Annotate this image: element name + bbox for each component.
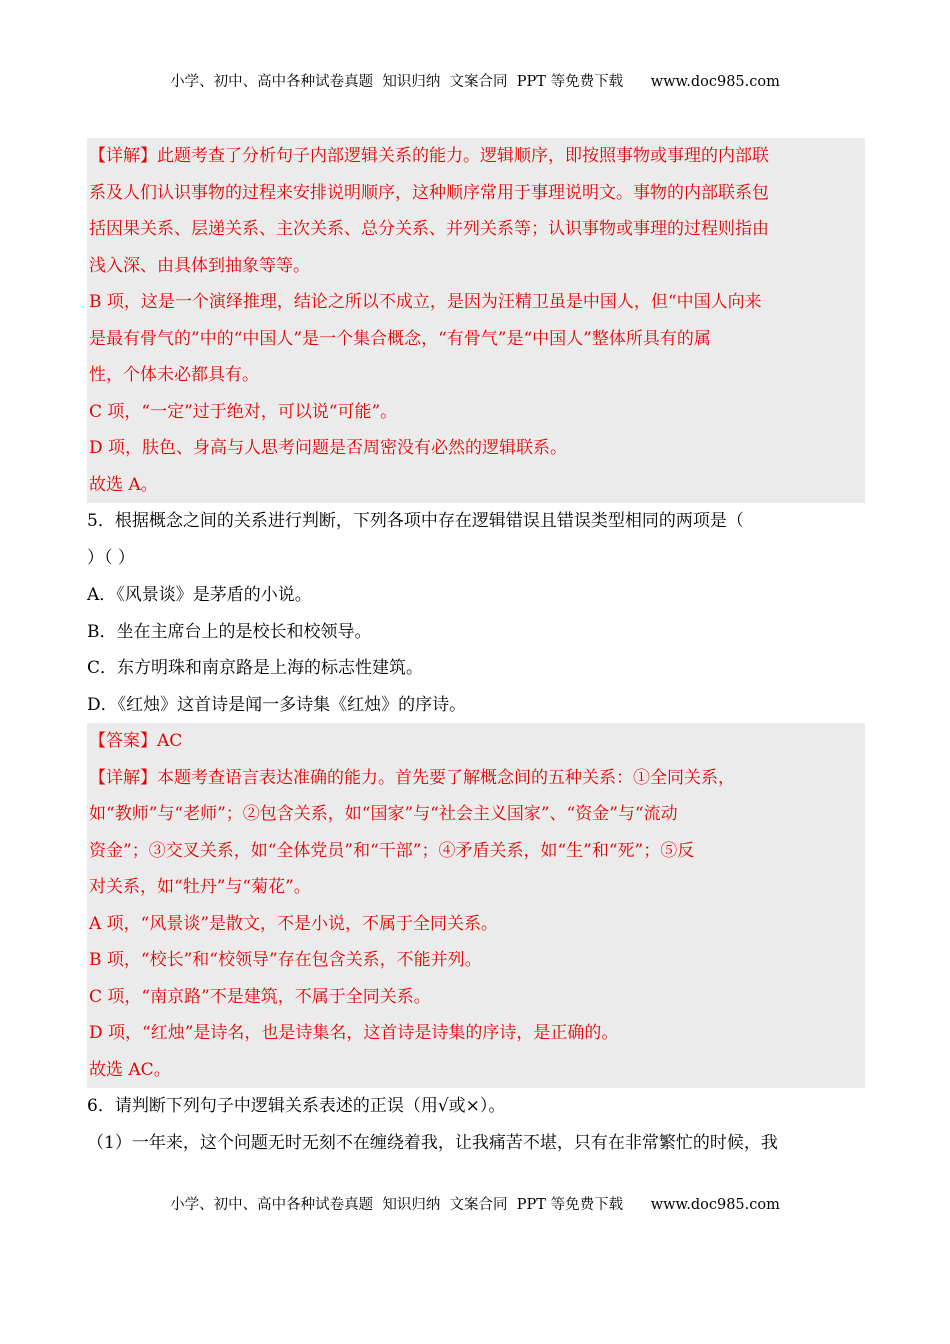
explanation-block-q4 — [87, 138, 865, 503]
explanation-line: C 项，“一定”过于绝对，可以说“可能”。 — [89, 401, 398, 422]
explanation-line: B 项，这是一个演绎推理，结论之所以不成立，是因为汪精卫虽是中国人，但“中国人向来 — [89, 292, 762, 312]
explanation-line: 浅入深、由具体到抽象等等。 — [89, 255, 310, 276]
option-b: B．坐在主席台上的是校长和校领导。 — [87, 621, 372, 642]
explanation-line: 如“教师”与“老师”；②包含关系，如“国家”与“社会主义国家”、“资金”与“流动 — [89, 804, 678, 824]
explanation-line: 性，个体未必都具有。 — [89, 365, 259, 385]
explanation-line: 故选 A。 — [89, 474, 158, 495]
question-6-stem: 6．请判断下列句子中逻辑关系表述的正误（用√或×）。 — [87, 1096, 506, 1116]
answer-block-q5 — [87, 723, 865, 1088]
explanation-line: B 项，“校长”和“校领导”存在包含关系，不能并列。 — [89, 950, 482, 970]
explanation-line: 【详解】此题考查了分析句子内部逻辑关系的能力。逻辑顺序，即按照事物或事理的内部联 — [89, 146, 769, 166]
explanation-line: D 项，“红烛”是诗名，也是诗集名，这首诗是诗集的序诗，是正确的。 — [89, 1023, 619, 1043]
explanation-line: 资金”；③交叉关系，如“全体党员”和“干部”；④矛盾关系，如“生”和“死”；⑤反 — [89, 840, 695, 861]
explanation-line: A 项，“风景谈”是散文，不是小说，不属于全同关系。 — [89, 913, 499, 934]
question-6-item-1: （1）一年来，这个问题无时无刻不在缠绕着我，让我痛苦不堪，只有在非常繁忙的时候，我 — [87, 1133, 778, 1153]
question-5-stem-cont: ）（ ） — [87, 548, 135, 568]
explanation-line: 【详解】本题考查语言表达准确的能力。首先要了解概念间的五种关系：①全同关系， — [89, 767, 735, 788]
page-content — [87, 138, 865, 1162]
explanation-line: 是最有骨气的”中的“中国人”是一个集合概念，“有骨气”是“中国人”整体所具有的属 — [89, 328, 711, 349]
option-d: D．《红烛》这首诗是闻一多诗集《红烛》的序诗。 — [87, 694, 467, 715]
explanation-line: 系及人们认识事物的过程来安排说明顺序，这种顺序常用于事理说明文。事物的内部联系包 — [89, 182, 769, 203]
page-header: 小学、初中、高中各种试卷真题 知识归纳 文案合同 PPT 等免费下载 www.doc985.com — [170, 74, 780, 90]
option-a: A．《风景谈》是茅盾的小说。 — [87, 585, 312, 605]
answer-line: 【答案】AC — [89, 731, 183, 751]
explanation-line: 对关系，如“牡丹”与“菊花”。 — [89, 877, 311, 897]
option-c: C．东方明珠和南京路是上海的标志性建筑。 — [87, 658, 424, 678]
explanation-line: C 项，“南京路”不是建筑，不属于全同关系。 — [89, 986, 431, 1007]
page-footer: 小学、初中、高中各种试卷真题 知识归纳 文案合同 PPT 等免费下载 www.doc985.com — [170, 1197, 780, 1213]
question-5-stem: 5．根据概念之间的关系进行判断，下列各项中存在逻辑错误且错误类型相同的两项是（ — [87, 511, 744, 531]
explanation-line: 故选 AC。 — [89, 1059, 171, 1080]
explanation-line: 括因果关系、层递关系、主次关系、总分关系、并列关系等；认识事物或事理的过程则指由 — [89, 219, 769, 239]
explanation-line: D 项，肤色、身高与人思考问题是否周密没有必然的逻辑联系。 — [89, 438, 568, 458]
